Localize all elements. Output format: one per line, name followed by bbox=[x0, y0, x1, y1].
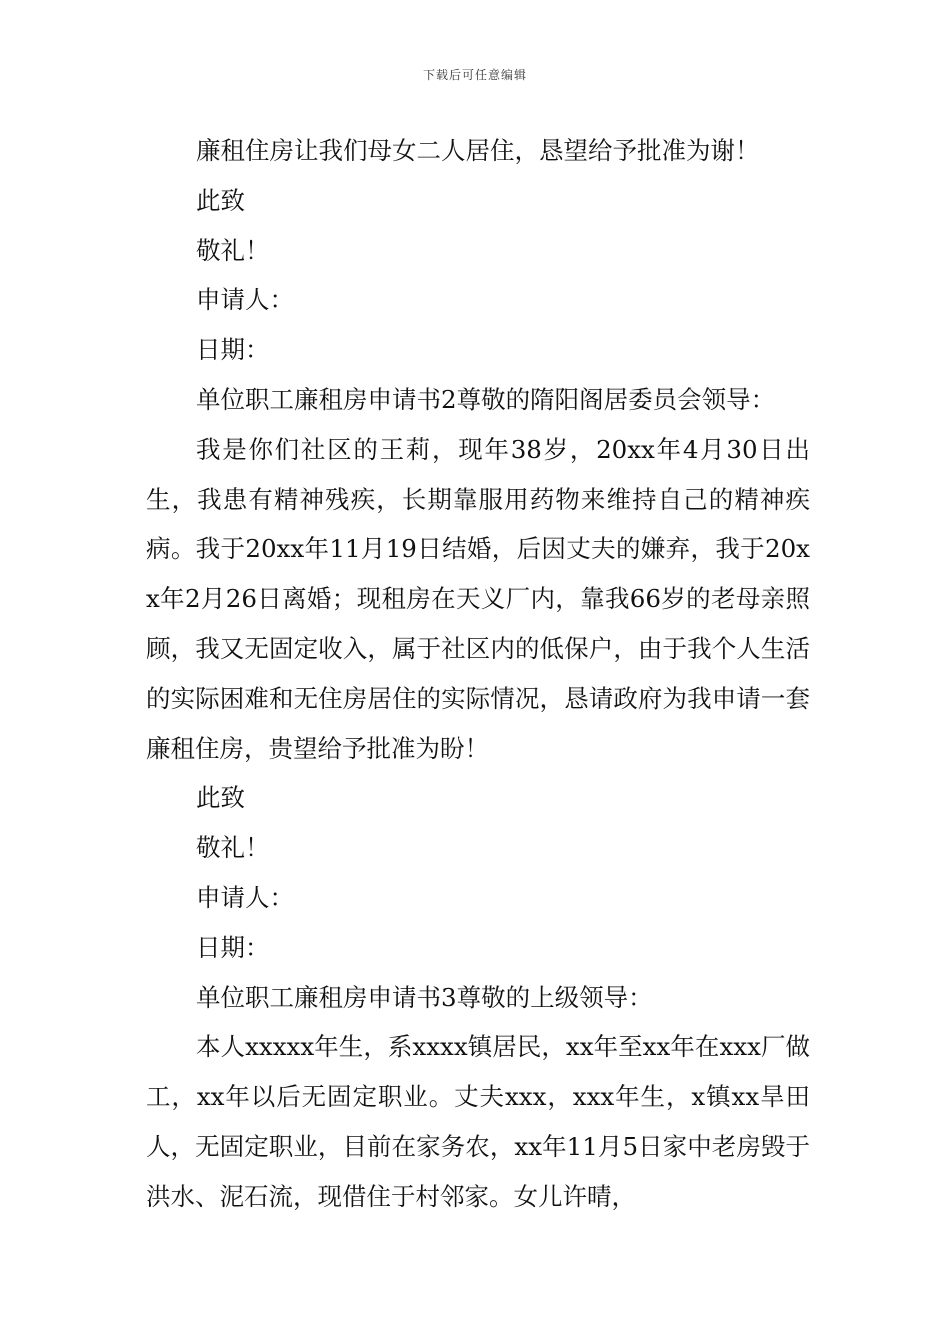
paragraph-date-label: 日期： bbox=[196, 932, 270, 962]
paragraph-applicant-label: 申请人： bbox=[196, 882, 294, 912]
paragraph-closing-request: 廉租住房让我们母女二人居住，恳望给予批准为谢！ bbox=[196, 136, 760, 165]
paragraph-date-label: 日期： bbox=[196, 335, 270, 365]
paragraph-letter-2-body: 我是你们社区的王莉，现年38岁，20xx年4月30日出生，我患有精神残疾，长期靠服用药物来维持自己的精神疾病。我于20xx年11月19日结婚，后因丈夫的嫌弃，我于20xx年2月26日离婚；现租房在天义厂内，靠我66岁的老母亲照顾，我又无固定收入，属于社区内的低保户，由于我个人生活的实际困难和无住房居住的实际情况，恳请政府为我申请一套廉租住房，贵望给予批准为盼！ bbox=[146, 434, 810, 763]
paragraph-salutation-cizhi: 此致 bbox=[196, 185, 245, 215]
paragraph-letter-3-heading: 单位职工廉租房申请书3尊敬的上级领导： bbox=[196, 982, 653, 1012]
document-body bbox=[146, 126, 810, 1222]
paragraph-salutation-jingli: 敬礼！ bbox=[196, 235, 270, 265]
paragraph-letter-3-body: 本人xxxxx年生，系xxxx镇居民，xx年至xx年在xxx厂做工，xx年以后无固定职业。丈夫xxx，xxx年生，x镇xx旱田人，无固定职业，目前在家务农，xx年11月5日家中老房毁于洪水、泥石流，现借住于村邻家。女儿许晴， bbox=[146, 1032, 810, 1211]
paragraph-salutation-jingli: 敬礼！ bbox=[196, 833, 270, 863]
paragraph-salutation-cizhi: 此致 bbox=[196, 783, 245, 813]
paragraph-letter-2-heading: 单位职工廉租房申请书2尊敬的隋阳阁居委员会领导： bbox=[196, 384, 776, 414]
page-header-note: 下载后可任意编辑 bbox=[422, 68, 527, 82]
paragraph-applicant-label: 申请人： bbox=[196, 285, 294, 315]
